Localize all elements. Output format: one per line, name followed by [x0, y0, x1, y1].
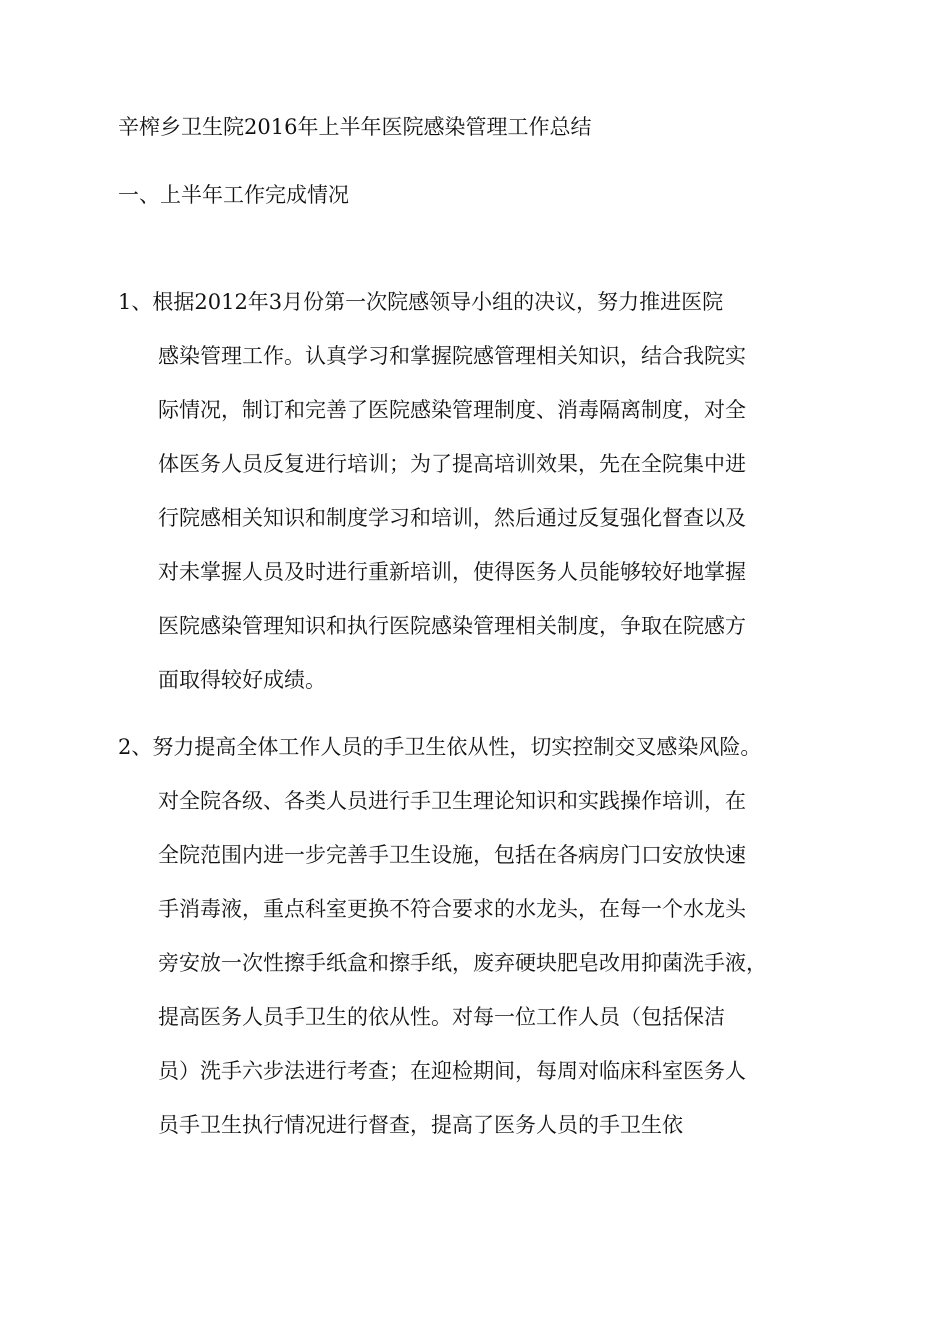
- paragraph-line: 对未掌握人员及时进行重新培训，使得医务人员能够较好地掌握: [158, 560, 746, 584]
- paragraph-line: 提高医务人员手卫生的依从性。对每一位工作人员（包括保洁: [158, 1005, 725, 1029]
- paragraph-line: 员手卫生执行情况进行督查，提高了医务人员的手卫生依: [158, 1113, 683, 1137]
- paragraph-line: 旁安放一次性擦手纸盒和擦手纸，废弃硬块肥皂改用抑菌洗手液，: [158, 951, 767, 975]
- document-title: 辛榨乡卫生院2016年上半年医院感染管理工作总结: [118, 115, 592, 139]
- paragraph-line: 对全院各级、各类人员进行手卫生理论知识和实践操作培训，在: [158, 789, 746, 813]
- paragraph-line: 际情况，制订和完善了医院感染管理制度、消毒隔离制度，对全: [158, 398, 746, 422]
- paragraph-line: 体医务人员反复进行培训；为了提高培训效果，先在全院集中进: [158, 452, 746, 476]
- section-heading: 一、上半年工作完成情况: [118, 183, 349, 207]
- paragraph-line: 面取得较好成绩。: [158, 668, 326, 692]
- paragraph-line: 2、努力提高全体工作人员的手卫生依从性，切实控制交叉感染风险。: [118, 735, 762, 759]
- paragraph-line: 全院范围内进一步完善手卫生设施，包括在各病房门口安放快速: [158, 843, 746, 867]
- paragraph-line: 感染管理工作。认真学习和掌握院感管理相关知识，结合我院实: [158, 344, 746, 368]
- paragraph-line: 员）洗手六步法进行考查；在迎检期间，每周对临床科室医务人: [158, 1059, 746, 1083]
- paragraph-2: [118, 732, 838, 1164]
- paragraph-1: [118, 287, 838, 719]
- paragraph-line: 手消毒液，重点科室更换不符合要求的水龙头，在每一个水龙头: [158, 897, 746, 921]
- paragraph-line: 1、根据2012年3月份第一次院感领导小组的决议，努力推进医院: [118, 290, 724, 314]
- paragraph-line: 行院感相关知识和制度学习和培训，然后通过反复强化督查以及: [158, 506, 746, 530]
- paragraph-line: 医院感染管理知识和执行医院感染管理相关制度，争取在院感方: [158, 614, 746, 638]
